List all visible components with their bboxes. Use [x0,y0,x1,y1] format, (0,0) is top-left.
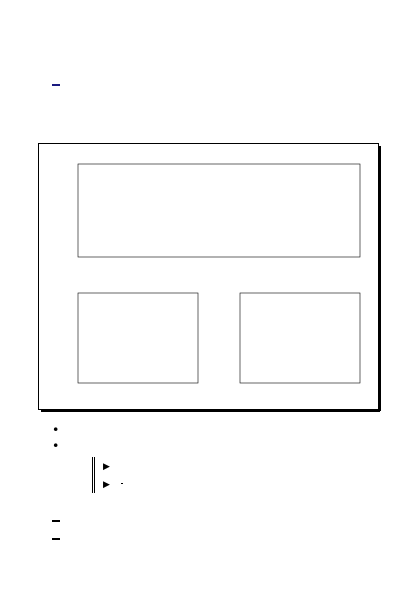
figure [38,143,383,413]
result-line-1 [52,510,66,526]
sub-bullet-samples [103,457,125,475]
fraction [121,483,123,484]
example-label [52,84,60,86]
result-number-1 [52,520,60,522]
triangle-icon: ▶ [103,480,110,490]
bullet-item-sampling: • [52,422,60,437]
result-number-2 [52,538,60,540]
sub-bullet-list [92,457,125,493]
triangle-icon: ▶ [103,462,110,472]
bullet-list [52,422,66,454]
sub-bullet-resolution [103,475,125,493]
fraction-numerator [121,483,123,484]
bullet-item-duration: • [52,438,60,453]
result-line-2 [52,528,66,544]
figure-frame [39,144,379,410]
